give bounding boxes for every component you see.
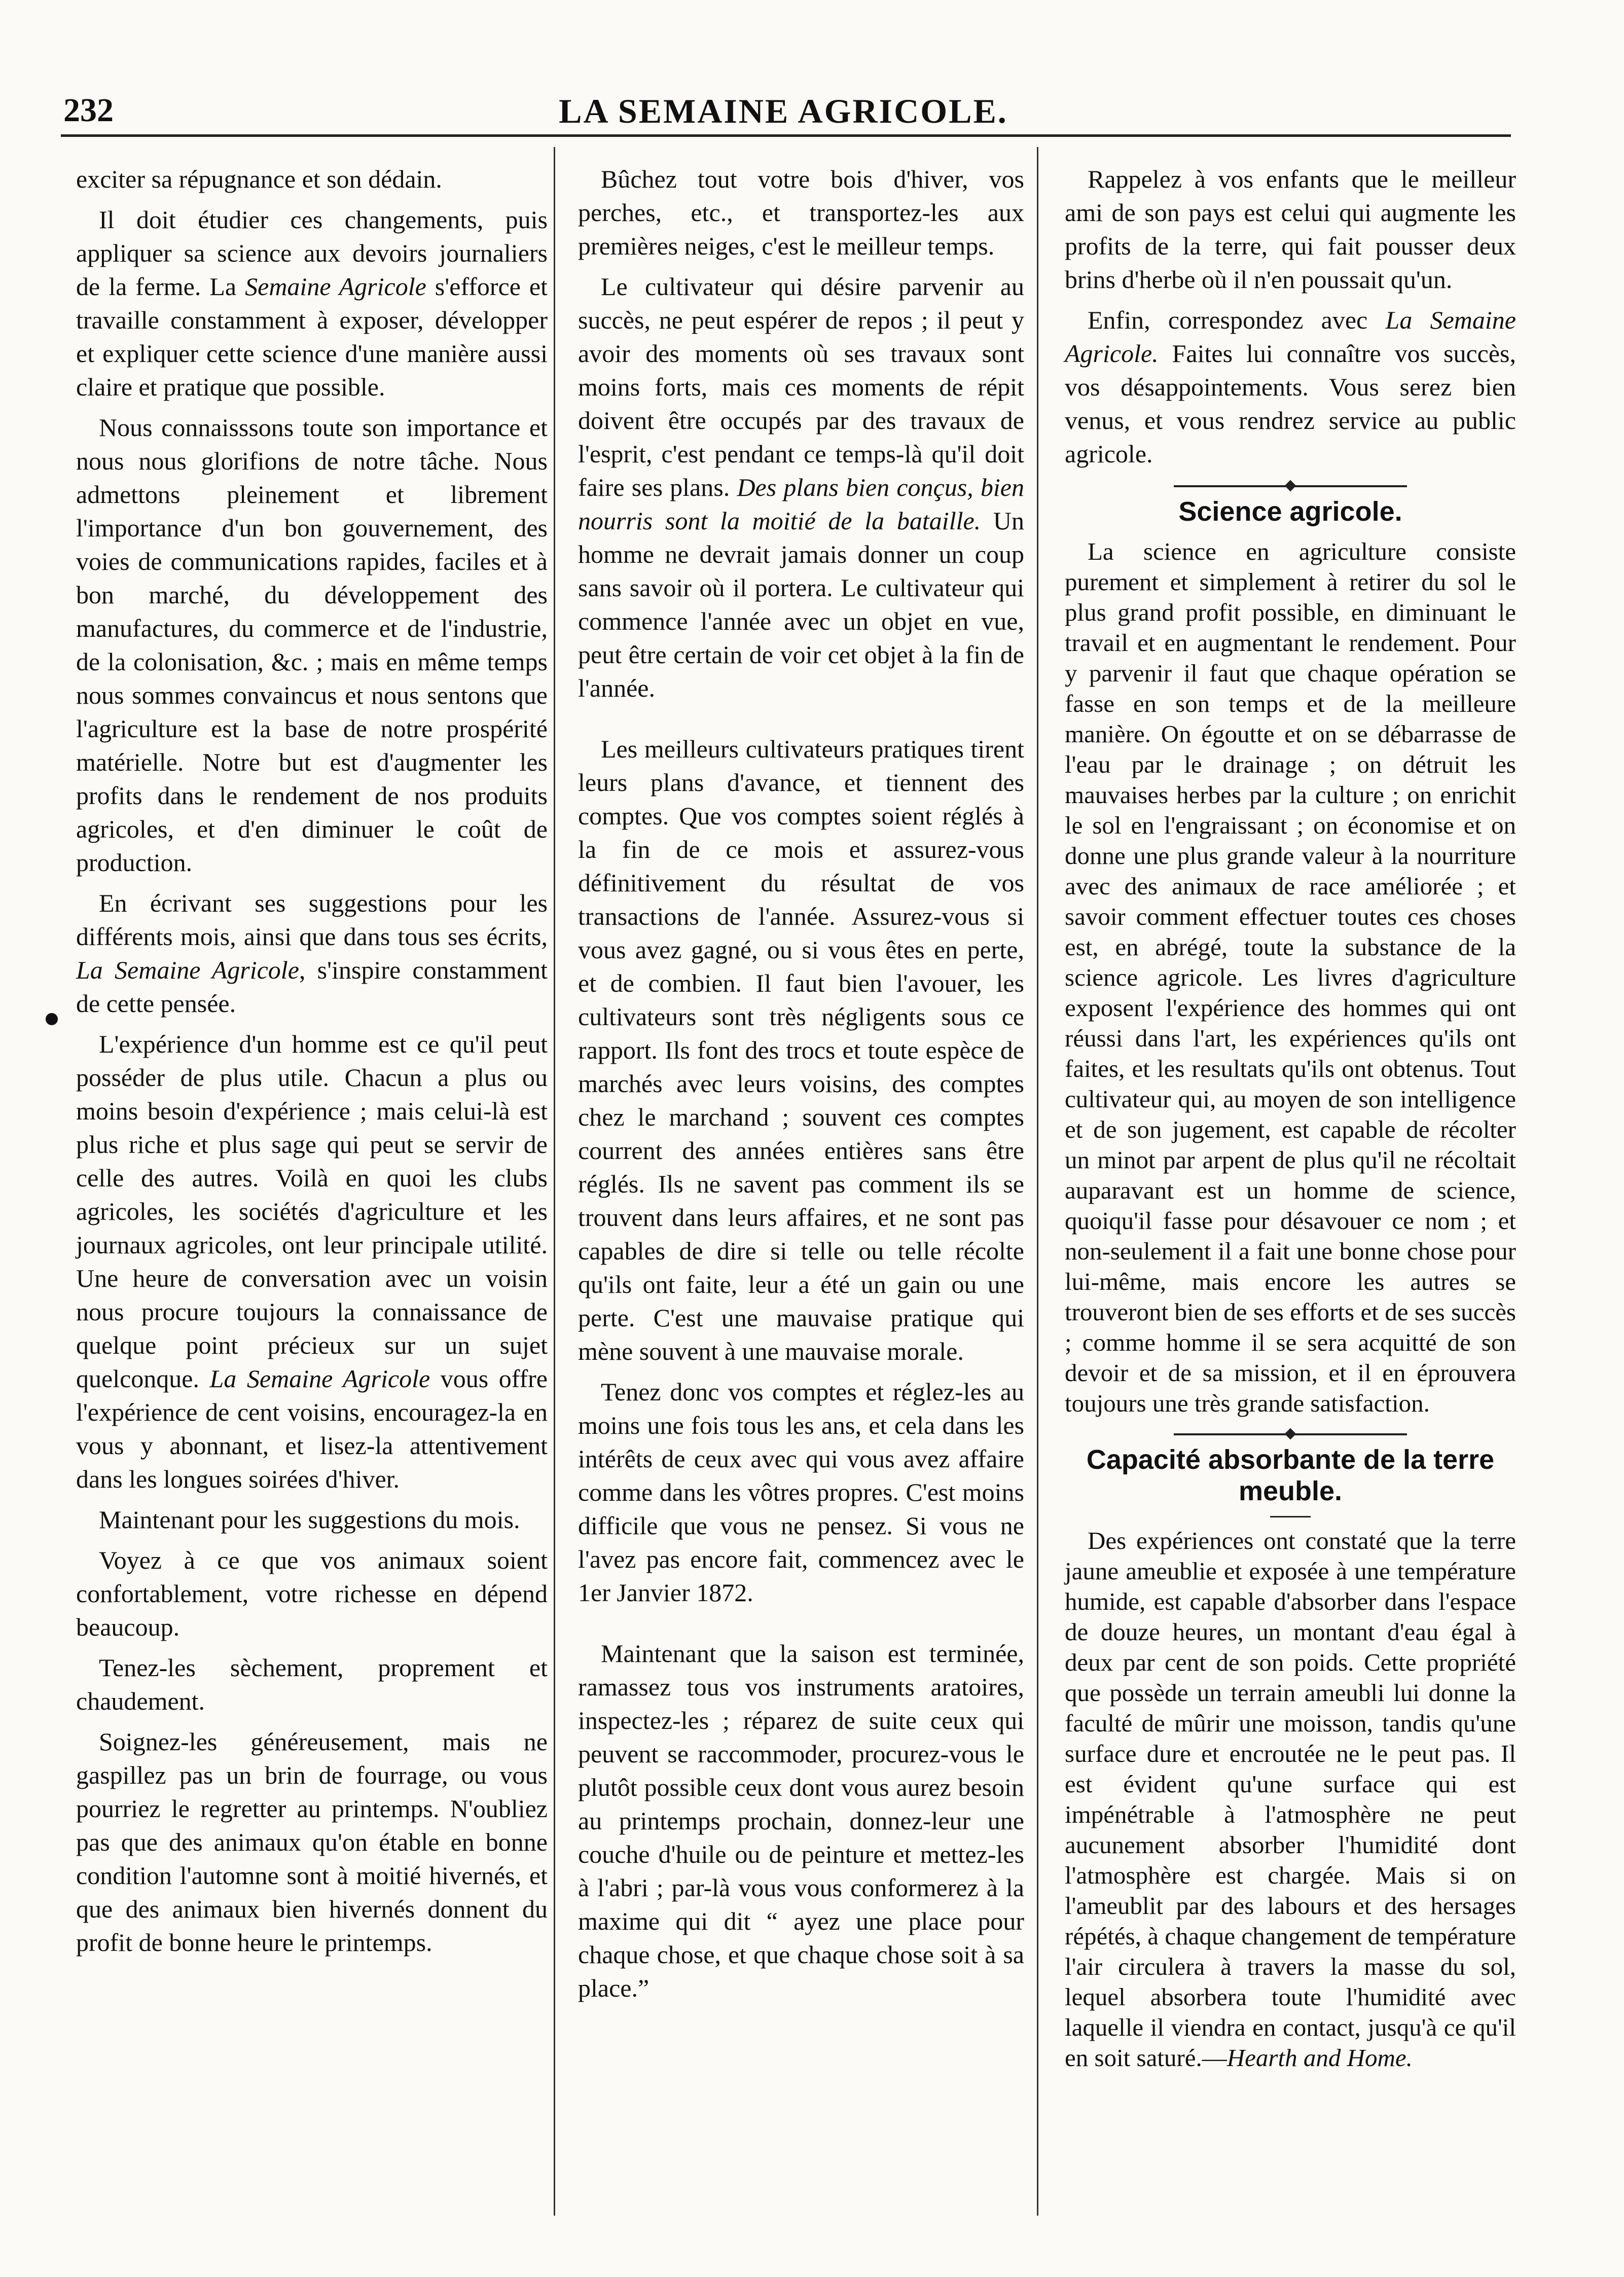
paragraph: Les meilleurs cultivateurs pratiques tirent leurs plans d'avance, et tiennent des comptes. Que vos comptes soient réglés à la fin de ce mois et assurez-vous définitivement du résultat de vos transactions de l'année. Assurez-vous si vous avez gagné, ou si vous êtes en perte, et de combien. Il faut bien l'avouer, les cultivateurs sont très négligents sous ce rapport. Ils font des trocs et toute espèce de marchés avec leurs voisins, des comptes chez le marchand ; souvent ces comptes courrent des années entières sans être réglés. Ils ne savent pas comment ils se trouvent dans leurs affaires, et ne sont pas capables de dire si telle ou telle récolte qu'ils ont faite, leur a été un gain ou une perte. C'est une mauvaise pratique qui mène souvent à une mauvaise morale. [578,735,1024,1365]
paragraph: Soignez-les généreusement, mais ne gaspillez pas un brin de fourrage, ou vous pourriez le regretter au printemps. N'oubliez pas que des animaux qu'on étable en bonne condition l'automne sont à moitié hivernés, et que des animaux bien hivernés donnent du profit de bonne heure le printemps. [76,1727,548,1957]
source-credit: Hearth and Home. [1226,2044,1413,2072]
paragraph: L'expérience d'un homme est ce qu'il peut posséder de plus utile. Chacun a plus ou moins besoin d'expérience ; mais celui-là est plus riche et plus sage qui peut se servir de celle des autres. Voilà en quoi les clubs agricoles, les sociétés d'agriculture et les journaux agricoles, ont leur principale utilité. Une heure de conversation avec un voisin nous procure toujours la connaissance de quelque point précieux sur un sujet quelconque. La Semaine Agricole vous offre l'expérience de cent voisins, encouragez-la en vous y abonnant, et lisez-la attentivement dans les longues soirées d'hiver. [76,1030,548,1493]
header-rule [61,134,1511,137]
column-1 [76,162,548,1966]
column-2 [578,162,1024,2012]
paragraph: Maintenant que la saison est terminée, ramassez tous vos instruments aratoires, inspectez-les ; réparez de suite ceux qui peuvent se raccommoder, procurez-vous le plutôt possible ceux dont vous aurez besoin au printemps prochain, donnez-leur une couche d'huile ou de peinture et mettez-les à l'abri ; par-là vous vous conformerez à la maxime qui dit “ ayez une place pour chaque chose, et que chaque chose soit à sa place.” [578,1639,1024,2002]
paragraph: Le cultivateur qui désire parvenir au succès, ne peut espérer de repos ; il peut y avoir des moments où ses travaux sont moins forts, mais ces moments de répit doivent être occupés par des travaux de l'esprit, c'est pendant ce temps-là qu'il doit faire ses plans. Des plans bien conçus, bien nourris sont la moitié de la bataille. Un homme ne devrait jamais donner un coup sans savoir où il portera. Le cultivateur qui commence l'année avec un objet en vue, peut être certain de voir cet objet à la fin de l'année. [578,272,1025,702]
paragraph: En écrivant ses suggestions pour les différents mois, ainsi que dans tous ses écrits, La Semaine Agricole, s'inspire constamment de cette pensée. [76,889,548,1018]
column-3 [1065,162,1516,2080]
paragraph: Des expériences ont constaté que la terre jaune ameublie et exposée à une température humide, est capable d'absorber dans l'espace de douze heures, un montant d'eau égal à deux par cent de son poids. Cette propriété que possède un terrain ameubli lui donne la faculté de mûrir une moisson, tandis qu'une surface dure et encroutée ne le peut pas. Il est évident qu'une surface qui est impénétrable à l'atmosphère ne peut aucunement absorber l'humidité dont l'atmosphère est chargée. Mais si on l'ameublit par des labours et des hersages répétés, à chaque changement de température l'air circulera à travers la masse du sol, lequel absorbera toute l'humidité avec laquelle il viendra en contact, jusqu'à ce qu'il en soit saturé.—Hearth and Home. [1065,1527,1516,2072]
paragraph: Tenez donc vos comptes et réglez-les au moins une fois tous les ans, et cela dans les intérêts de ceux avec qui vous avez affaire comme dans les vôtres propres. C'est moins difficile que vous ne pensez. Si vous ne l'avez pas encore fait, commencez avec le 1er Janvier 1872. [578,1378,1024,1607]
paragraph: Maintenant pour les suggestions du mois. [99,1505,520,1534]
journal-title: LA SEMAINE AGRICOLE. [559,92,1008,130]
paragraph: Bûchez tout votre bois d'hiver, vos perches, etc., et transportez-les aux premières neiges, c'est le meilleur temps. [578,165,1024,260]
margin-mark [46,1013,58,1025]
section-ornament [1174,1430,1407,1439]
paragraph: Rappelez à vos enfants que le meilleur ami de son pays est celui qui augmente les profits de la terre, qui fait pousser deux brins d'herbe où il n'en poussait qu'un. [1065,165,1516,294]
paragraph: Il doit étudier ces changements, puis appliquer sa science aux devoirs journaliers de la ferme. La Semaine Agricole s'efforce et travaille constamment à exposer, développer et expliquer cette science d'une manière aussi claire et pratique que possible. [76,205,548,401]
page-header [63,76,1503,137]
section-title: Capacité absorbante de la terre meuble. [1086,1444,1495,1506]
paragraph: Nous connaisssons toute son importance et nous nous glorifions de notre tâche. Nous admettons pleinement et librement l'importance d'un bon gouvernement, des voies de communications rapides, faciles et à bon marché, du développement des manufactures, du commerce et de l'industrie, de la colonisation, &c. ; mais en même temps nous sommes convaincus et nous sentons que l'agriculture est la base de notre prospérité matérielle. Notre but est d'augmenter les profits dans le rendement de nos produits agricoles, et d'en diminuer le coût de production. [76,413,548,877]
paragraph: Tenez-les sèchement, proprement et chaudement. [76,1653,548,1715]
section-ornament [1174,482,1407,491]
paragraph: Enfin, correspondez avec La Semaine Agricole. Faites lui connaître vos succès, vos désappointements. Vous serez bien venus, et vous rendrez service au public agricole. [1065,306,1516,468]
paragraph: La science en agriculture consiste purement et simplement à retirer du sol le plus grand profit possible, en diminuant le travail et en augmentant le rendement. Pour y parvenir il faut que chaque opération se fasse en son temps et de la meilleure manière. On égoutte et on se débarrasse de l'eau par le drainage ; on détruit les mauvaises herbes par la culture ; on enrichit le sol en l'engraissant ; on économise et on donne une plus grande valeur à la nourriture avec des animaux de race améliorée ; et savoir comment effectuer toutes ces choses est, en abrégé, toute la substance de la science agricole. Les livres d'agriculture exposent l'expérience des hommes qui ont réussi dans l'art, les expériences qu'ils ont faites, et les resultats qu'ils ont obtenus. Tout cultivateur qui, au moyen de son intelligence et de son jugement, est capable de récolter un minot par arpent de plus qu'il ne récoltait auparavant est un homme de science, quoiqu'il fasse pour désavouer ce nom ; et non-seulement il a fait une bonne chose pour lui-même, mais encore les autres se trouveront bien de ses efforts et de ses succès ; comme homme il se sera acquitté de son devoir et de sa mission, et il en éprouvera toujours une très grande satisfaction. [1065,537,1516,1417]
section-title: Science agricole. [1178,496,1402,527]
paragraph: exciter sa répugnance et son dédain. [76,165,442,193]
column-divider [554,147,555,2216]
paragraph: Voyez à ce que vos animaux soient confortablement, votre richesse en dépend beaucoup. [76,1546,548,1641]
title-rule [1270,1516,1311,1517]
page-number: 232 [63,92,114,129]
column-divider [1037,147,1038,2216]
